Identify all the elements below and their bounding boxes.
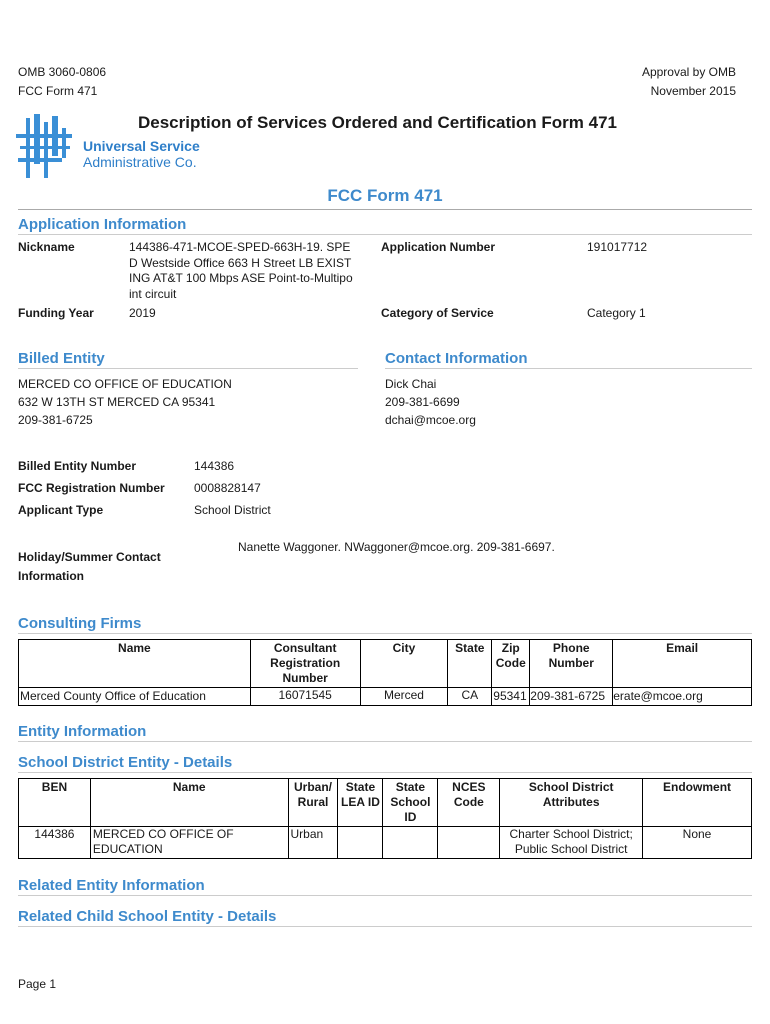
col-endowment: Endowment bbox=[643, 779, 752, 827]
ben-value: 144386 bbox=[194, 459, 235, 473]
consulting-heading: Consulting Firms bbox=[18, 615, 142, 632]
billed-entity-street: 632 W 13TH ST MERCED CA 95341 bbox=[18, 395, 216, 409]
cell-name: MERCED CO OFFICE OF EDUCATION bbox=[90, 827, 288, 859]
page-title: Description of Services Ordered and Certification Form 471 bbox=[138, 113, 617, 132]
usac-logo-text bbox=[83, 138, 200, 170]
table-row bbox=[19, 827, 752, 859]
contact-details bbox=[385, 375, 476, 429]
frn-label: FCC Registration Number bbox=[18, 481, 165, 495]
applicant-type-label: Applicant Type bbox=[18, 503, 104, 517]
col-zip: Zip Code bbox=[492, 640, 530, 688]
cell-zip: 95341 bbox=[492, 688, 530, 706]
nickname-value bbox=[129, 240, 353, 302]
cell-ben: 144386 bbox=[19, 827, 91, 859]
cell-reg: 16071545 bbox=[250, 688, 360, 706]
col-name: Name bbox=[90, 779, 288, 827]
contact-name: Dick Chai bbox=[385, 377, 437, 391]
related-entity-divider bbox=[18, 895, 752, 896]
application-heading: Application Information bbox=[18, 216, 187, 233]
nickname-label: Nickname bbox=[18, 240, 75, 254]
application-number-value: 191017712 bbox=[587, 240, 648, 254]
funding-year-value: 2019 bbox=[129, 306, 156, 320]
col-state: State bbox=[448, 640, 492, 688]
table-row bbox=[19, 688, 752, 706]
logo-line-2: Administrative Co. bbox=[83, 154, 197, 170]
cell-city: Merced bbox=[360, 688, 448, 706]
holiday-contact-label bbox=[18, 548, 161, 586]
school-district-divider bbox=[18, 772, 752, 773]
nickname-line: 144386-471-MCOE-SPED-663H-19. SPE bbox=[129, 240, 351, 254]
cell-attributes: Charter School District; Public School District bbox=[500, 827, 643, 859]
form-heading: FCC Form 471 bbox=[327, 186, 443, 205]
category-label: Category of Service bbox=[381, 306, 494, 320]
cell-email: erate@mcoe.org bbox=[613, 688, 752, 706]
consulting-divider bbox=[18, 633, 752, 634]
entity-info-divider bbox=[18, 741, 752, 742]
frn-value: 0008828147 bbox=[194, 481, 261, 495]
holiday-contact-value: Nanette Waggoner. NWaggoner@mcoe.org. 209-381-6697. bbox=[238, 540, 555, 554]
cell-state-school-id bbox=[383, 827, 438, 859]
consulting-table bbox=[18, 639, 752, 706]
omb-number: OMB 3060-0806 bbox=[18, 65, 107, 79]
usac-logo-mark-icon bbox=[16, 114, 76, 184]
holiday-label-line: Holiday/Summer Contact bbox=[18, 550, 161, 564]
form-label: FCC Form 471 bbox=[18, 84, 98, 98]
billed-entity-divider bbox=[18, 368, 358, 369]
school-district-table bbox=[18, 778, 752, 859]
cell-state: CA bbox=[448, 688, 492, 706]
nickname-line: ING AT&T 100 Mbps ASE Point-to-Multipo bbox=[129, 271, 353, 285]
approval-date: November 2015 bbox=[650, 84, 736, 98]
ben-label: Billed Entity Number bbox=[18, 459, 137, 473]
contact-heading: Contact Information bbox=[385, 350, 528, 367]
nickname-line: int circuit bbox=[129, 286, 177, 301]
header-right bbox=[642, 63, 736, 101]
col-name: Name bbox=[19, 640, 251, 688]
billed-entity-name: MERCED CO OFFICE OF EDUCATION bbox=[18, 377, 232, 391]
col-state-lea-id: State LEA ID bbox=[338, 779, 383, 827]
contact-phone: 209-381-6699 bbox=[385, 395, 460, 409]
cell-urban-rural: Urban bbox=[288, 827, 338, 859]
related-child-heading: Related Child School Entity - Details bbox=[18, 908, 277, 925]
col-city: City bbox=[360, 640, 448, 688]
related-child-divider bbox=[18, 926, 752, 927]
entity-info-heading: Entity Information bbox=[18, 723, 147, 740]
col-ben: BEN bbox=[19, 779, 91, 827]
cell-name: Merced County Office of Education bbox=[19, 688, 251, 706]
funding-year-label: Funding Year bbox=[18, 306, 94, 320]
col-state-school-id: State School ID bbox=[383, 779, 438, 827]
col-consultant-reg: Consultant Registration Number bbox=[250, 640, 360, 688]
contact-divider bbox=[385, 368, 752, 369]
nickname-line: D Westside Office 663 H Street LB EXIST bbox=[129, 255, 352, 270]
application-number-label: Application Number bbox=[381, 240, 496, 254]
billed-entity-heading: Billed Entity bbox=[18, 350, 105, 367]
application-divider bbox=[18, 234, 752, 235]
cell-endowment: None bbox=[643, 827, 752, 859]
billed-entity-address bbox=[18, 375, 232, 429]
applicant-type-value: School District bbox=[194, 503, 271, 517]
billed-entity-phone: 209-381-6725 bbox=[18, 413, 93, 427]
consulting-header-row bbox=[19, 640, 752, 688]
col-email: Email bbox=[613, 640, 752, 688]
header-left bbox=[18, 63, 106, 101]
col-attributes: School District Attributes bbox=[500, 779, 643, 827]
holiday-label-line: Information bbox=[18, 569, 84, 583]
cell-state-lea-id bbox=[338, 827, 383, 859]
school-district-heading: School District Entity - Details bbox=[18, 754, 233, 771]
col-phone: Phone Number bbox=[530, 640, 613, 688]
related-entity-heading: Related Entity Information bbox=[18, 877, 205, 894]
heading-divider bbox=[18, 209, 752, 210]
school-district-header-row bbox=[19, 779, 752, 827]
col-urban-rural: Urban/ Rural bbox=[288, 779, 338, 827]
col-nces-code: NCES Code bbox=[438, 779, 500, 827]
logo-line-1: Universal Service bbox=[83, 138, 200, 154]
approval-text: Approval by OMB bbox=[641, 65, 736, 79]
category-value: Category 1 bbox=[587, 306, 646, 320]
cell-nces-code bbox=[438, 827, 500, 859]
contact-email[interactable]: dchai@mcoe.org bbox=[385, 413, 476, 427]
cell-phone: 209-381-6725 bbox=[530, 688, 613, 706]
page-number: Page 1 bbox=[18, 977, 57, 991]
